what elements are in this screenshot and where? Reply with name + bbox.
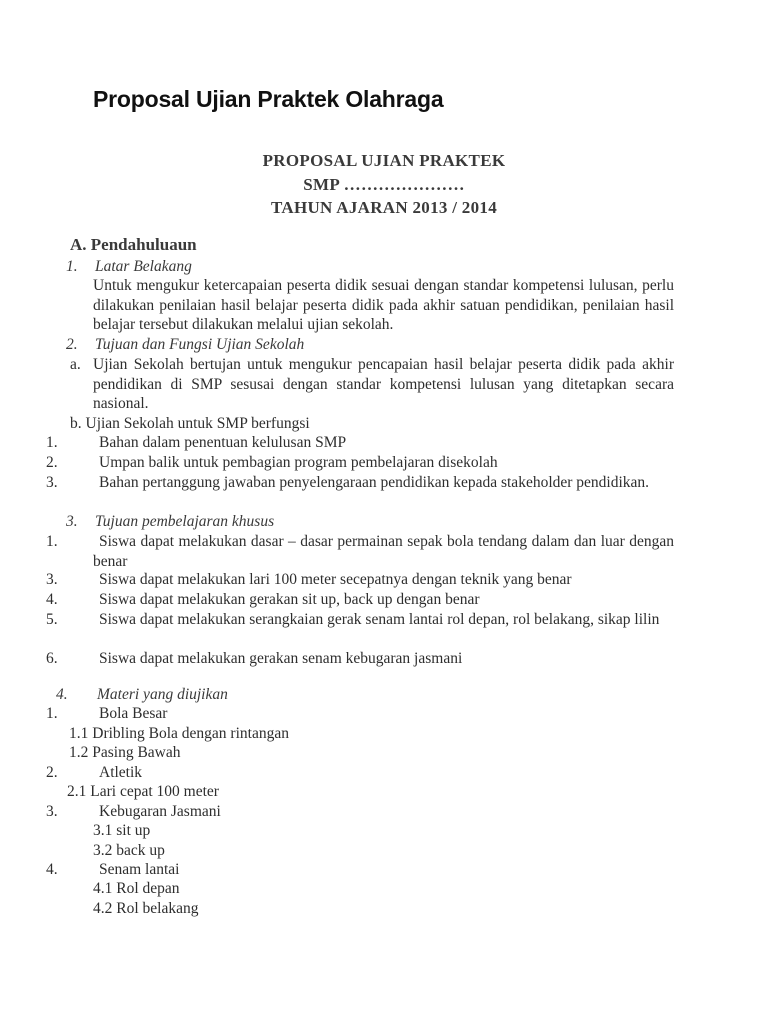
list-number: 3.: [46, 571, 58, 588]
list-item: Siswa dapat melakukan lari 100 meter secepatnya dengan teknik yang benar: [99, 571, 572, 588]
materi-subitem: 4.2 Rol belakang: [93, 900, 199, 917]
list-number: 6.: [46, 650, 58, 667]
subsection-number: 3.: [66, 513, 78, 530]
materi-item: Atletik: [99, 764, 143, 781]
subsection-heading-latar-belakang: Latar Belakang: [95, 258, 192, 275]
list-number: 4.: [46, 591, 58, 608]
section-heading-pendahuluan: A. Pendahuluaun: [70, 235, 197, 254]
materi-subitem: 3.1 sit up: [93, 822, 151, 839]
materi-subitem: 1.2 Pasing Bawah: [69, 744, 181, 761]
subsection-number: 2.: [66, 336, 78, 353]
materi-subitem: 4.1 Rol depan: [93, 880, 180, 897]
list-number: 5.: [46, 611, 58, 628]
list-item: Siswa dapat melakukan gerakan senam kebugaran jasmani: [99, 650, 463, 667]
list-item: Siswa dapat melakukan serangkaian gerak senam lantai rol depan, rol belakang, sikap lilin: [99, 611, 660, 628]
subsection-heading-tujuan-khusus: Tujuan pembelajaran khusus: [95, 513, 275, 530]
materi-item: Kebugaran Jasmani: [99, 803, 221, 820]
materi-subitem: 2.1 Lari cepat 100 meter: [67, 783, 219, 800]
subsection-heading-tujuan-fungsi: Tujuan dan Fungsi Ujian Sekolah: [95, 336, 305, 353]
list-number: 1.: [46, 533, 58, 550]
proposal-header-line: PROPOSAL UJIAN PRAKTEK: [262, 151, 506, 170]
latar-belakang-paragraph: Untuk mengukur ketercapaian peserta didik sesuai dengan standar kompetensi lulusan, perlu dilakukan penilaian hasil belajar peserta didik pada akhir satuan pendidikan, penilaian hasil belajar tersebut dilakukan melalui ujian sekolah.: [93, 277, 674, 334]
materi-item: Bola Besar: [99, 705, 168, 722]
list-item: Siswa dapat melakukan dasar – dasar permainan sepak bola tendang dalam dan luar dengan benar: [93, 533, 674, 570]
list-number: 1.: [46, 705, 58, 722]
list-item: Siswa dapat melakukan gerakan sit up, back up dengan benar: [99, 591, 480, 608]
school-header-line: SMP …………………: [303, 175, 465, 194]
subsection-heading-materi: Materi yang diujikan: [97, 686, 228, 703]
list-item: Bahan dalam penentuan kelulusan SMP: [99, 434, 347, 451]
materi-subitem: 3.2 back up: [93, 842, 165, 859]
materi-subitem: 1.1 Dribling Bola dengan rintangan: [69, 725, 289, 742]
materi-item: Senam lantai: [99, 861, 180, 878]
document-title: Proposal Ujian Praktek Olahraga: [93, 86, 444, 112]
list-item: Umpan balik untuk pembagian program pembelajaran disekolah: [99, 454, 498, 471]
item-label-a: a.: [70, 356, 81, 373]
year-header-line: TAHUN AJARAN 2013 / 2014: [271, 198, 497, 217]
list-number: 3.: [46, 803, 58, 820]
subsection-number: 4.: [56, 686, 68, 703]
list-number: 2.: [46, 454, 58, 471]
item-b-text: b. Ujian Sekolah untuk SMP berfungsi: [70, 415, 310, 432]
list-number: 3.: [46, 474, 58, 491]
list-number: 4.: [46, 861, 58, 878]
list-number: 1.: [46, 434, 58, 451]
subsection-number: 1.: [66, 258, 78, 275]
list-item: Bahan pertanggung jawaban penyelengaraan pendidikan kepada stakeholder pendidikan.: [99, 474, 650, 491]
tujuan-paragraph-a: Ujian Sekolah bertujan untuk mengukur pencapaian hasil belajar peserta didik pada akhir pendidikan di SMP sesusai dengan standar kompetensi lulusan yang ditetapkan secara nasional.: [93, 356, 674, 413]
list-number: 2.: [46, 764, 58, 781]
